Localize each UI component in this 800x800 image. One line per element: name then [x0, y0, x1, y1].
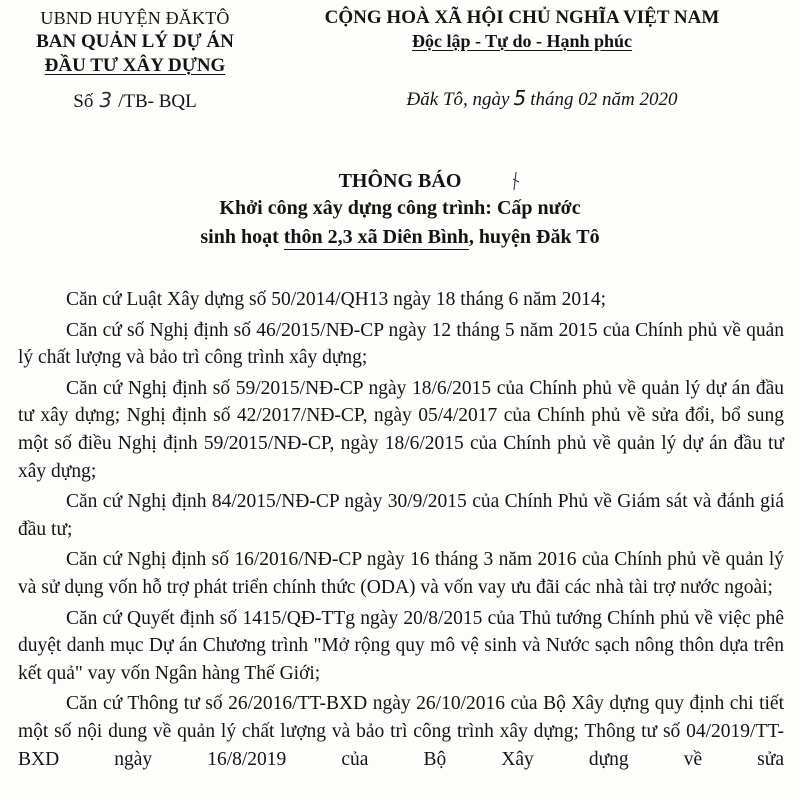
issuing-agency-block [0, 6, 270, 114]
document-subject-line1: Khởi công xây dựng công trình: Cấp nước [219, 197, 581, 219]
subject-line2-post: , huyện Đăk Tô [468, 226, 600, 248]
document-body [18, 286, 784, 776]
document-number [0, 88, 270, 114]
agency-parent-name: UBND HUYỆN ĐĂKTÔ [40, 8, 230, 28]
legal-basis-paragraph: Căn cứ Nghị định số 59/2015/NĐ-CP ngày 18/6/2015 của Chính phủ về quản lý dự án đầu tư xây dựng; Nghị định số 42/2017/NĐ-CP, ngày 05/4/2017 của Chính phủ về sửa đổi, bổ sung một số điều Nghị định 59/2015/NĐ-CP, ngày 18/6/2015 của Chính phủ về quản lý dự án đầu tư xây dựng; [18, 377, 784, 482]
document-subject-line2 [0, 223, 800, 252]
legal-basis-paragraph: Căn cứ Luật Xây dựng số 50/2014/QH13 ngày 18 tháng 6 năm 2014; [66, 289, 606, 310]
national-title: CỘNG HOÀ XÃ HỘI CHỦ NGHĨA VIỆT NAM [324, 7, 720, 28]
legal-basis-paragraph: Căn cứ Nghị định số 16/2016/NĐ-CP ngày 16 tháng 3 năm 2016 của Chính phủ về quản lý và sử dụng vốn hỗ trợ phát triển chính thức (ODA) và vốn vay ưu đãi các nhà tài trợ nước ngoài; [18, 549, 784, 598]
legal-basis-paragraph: Căn cứ Thông tư số 26/2016/TT-BXD ngày 26/10/2016 của Bộ Xây dựng quy định chi tiết một số nội dung về quản lý chất lượng và bảo trì công trình xây dựng; Thông tư số 04/2019/TT-BXD ngày 16/8/2019 của Bộ Xây dựng về sửa [18, 693, 784, 770]
document-heading: THÔNG BÁO [338, 170, 462, 192]
date-prefix: Đăk Tô, ngày [406, 89, 510, 110]
national-header-block [272, 6, 772, 112]
date-suffix: tháng 02 năm 2020 [530, 89, 678, 110]
document-number-suffix: /TB- BQL [118, 91, 197, 112]
legal-basis-paragraph: Căn cứ Quyết định số 1415/QĐ-TTg ngày 20/8/2015 của Thủ tướng Chính phủ về việc phê duyệt danh mục Dự án Chương trình "Mở rộng quy mô vệ sinh và Nước sạch nông thôn dựa trên kết quả" vay vốn Ngân hàng Thế Giới; [18, 607, 784, 684]
national-motto: Độc lập - Tự do - Hạnh phúc [411, 31, 633, 51]
page-bottom-edge [0, 778, 800, 800]
document-number-value: 3 [99, 88, 113, 112]
subject-line2-pre: sinh hoạt [200, 226, 279, 248]
document-date [272, 86, 772, 112]
legal-basis-paragraph: Căn cứ Nghị định 84/2015/NĐ-CP ngày 30/9/2015 của Chính Phủ về Giám sát và đánh giá đầu tư; [18, 491, 784, 540]
agency-name-line2: ĐẦU TƯ XÂY DỰNG [44, 55, 226, 76]
agency-name-line1: BAN QUẢN LÝ DỰ ÁN [36, 31, 234, 52]
date-day: 5 [513, 86, 527, 110]
subject-location-underlined: thôn 2,3 xã Diên Bình [283, 226, 469, 248]
document-number-prefix: Số [73, 91, 94, 112]
title-block [0, 168, 800, 252]
legal-basis-paragraph: Căn cứ số Nghị định số 46/2015/NĐ-CP ngày 12 tháng 5 năm 2015 của Chính phủ về quản lý chất lượng và bảo trì công trình xây dựng; [18, 319, 784, 369]
